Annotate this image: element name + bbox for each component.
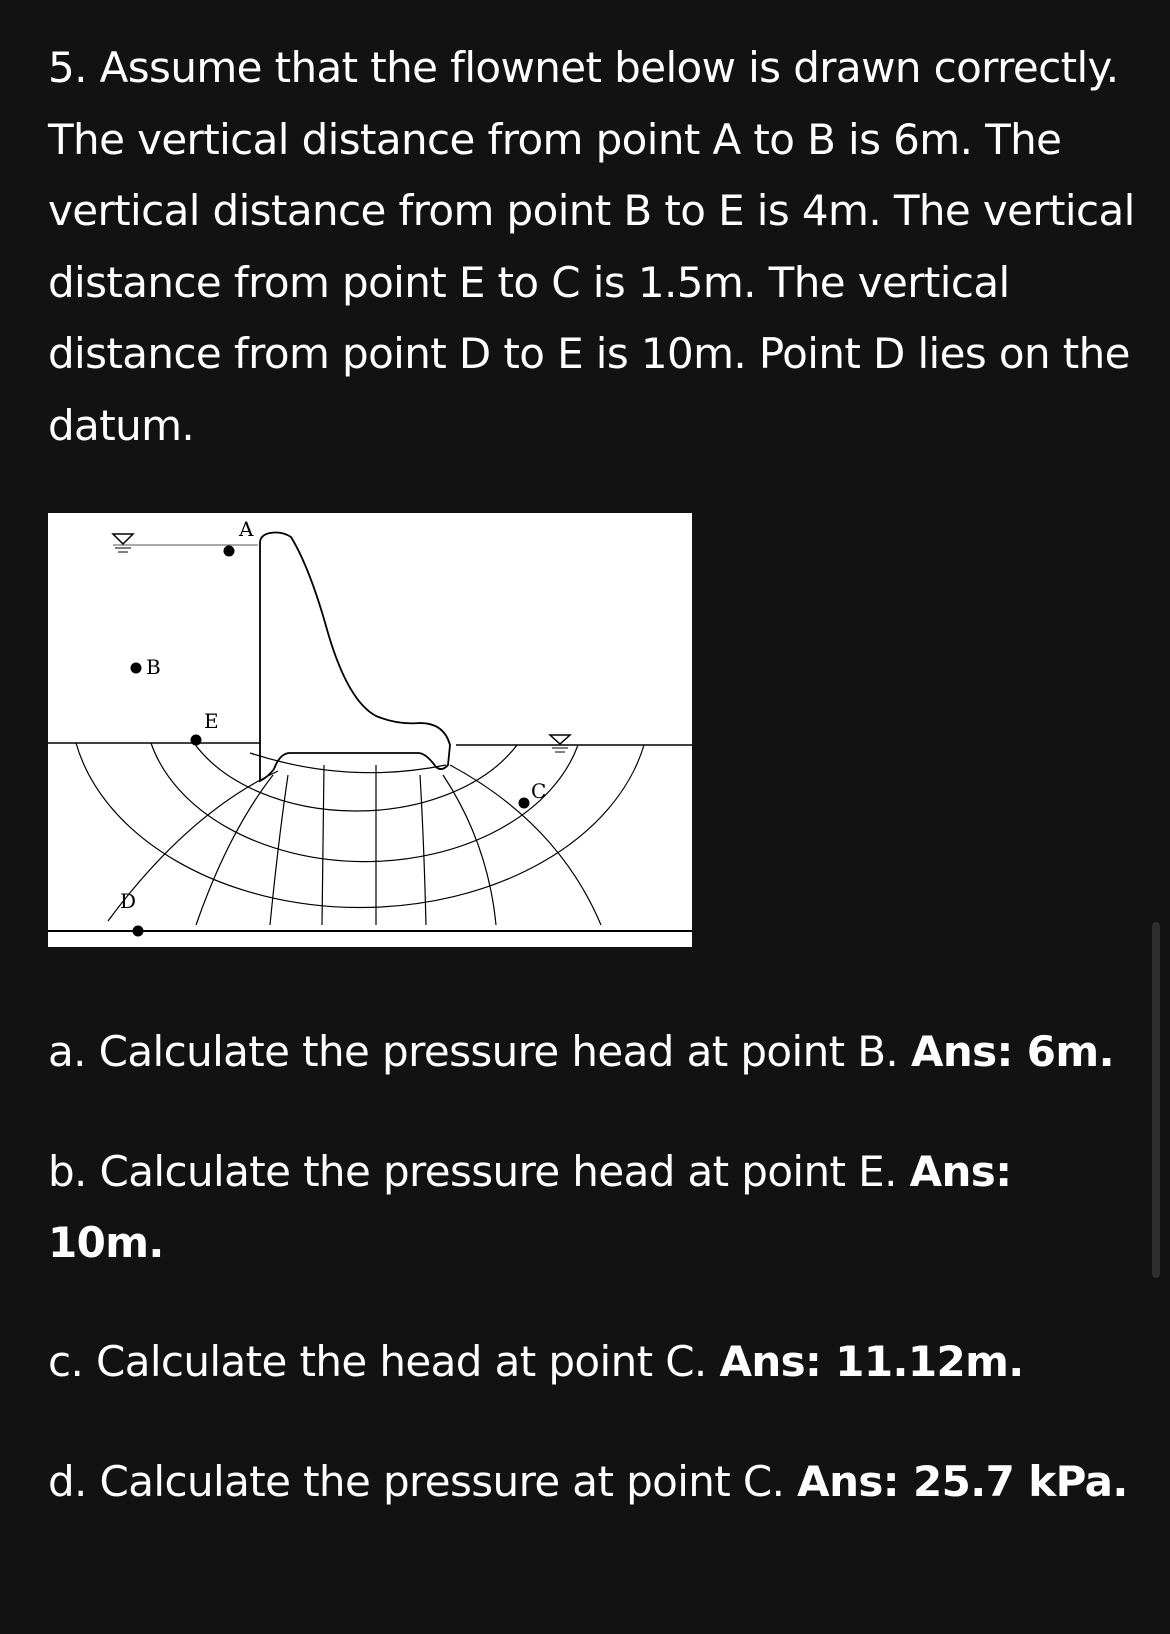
flownet-figure	[48, 513, 692, 947]
point-b-label: B	[146, 655, 161, 679]
problem-statement: 5. Assume that the flownet below is drawn correctly. The vertical distance from point A to B is 6m. The vertical distance from point B to E is 4m. The vertical distance from point E to C is 1.5m. The vertical distance from point D to E is 10m. Point D lies on the datum.	[48, 43, 1135, 450]
point-a-marker	[224, 546, 235, 557]
question-b	[48, 1136, 1138, 1278]
point-d-label: D	[120, 889, 137, 913]
flownet-diagram	[48, 513, 692, 947]
question-a	[48, 1016, 1138, 1087]
dam-body	[260, 533, 450, 782]
question-d-answer: Ans: 25.7 kPa.	[797, 1457, 1128, 1506]
question-b-answer: Ans: 10m.	[48, 1147, 1012, 1267]
upstream-water-level-symbol	[113, 534, 133, 552]
point-c-label: C	[531, 779, 547, 803]
downstream-water-level-symbol	[550, 735, 570, 752]
question-a-text: a. Calculate the pressure head at point B.	[48, 1027, 899, 1076]
question-c-answer: Ans: 11.12m.	[719, 1337, 1024, 1386]
question-c	[48, 1326, 1138, 1397]
point-c-marker	[519, 798, 530, 809]
flow-lines	[76, 743, 644, 908]
question-c-text: c. Calculate the head at point C.	[48, 1337, 707, 1386]
question-d	[48, 1446, 1138, 1517]
equipotential-lines	[108, 765, 601, 925]
scrollbar[interactable]	[1152, 922, 1160, 1278]
question-d-text: d. Calculate the pressure at point C.	[48, 1457, 785, 1506]
point-a-label: A	[239, 517, 254, 541]
point-e-marker	[191, 735, 202, 746]
point-e-label: E	[204, 709, 219, 733]
point-d-marker	[133, 926, 144, 937]
point-b-marker	[131, 663, 142, 674]
question-a-answer: Ans: 6m.	[910, 1027, 1114, 1076]
question-b-text: b. Calculate the pressure head at point E.	[48, 1147, 897, 1196]
